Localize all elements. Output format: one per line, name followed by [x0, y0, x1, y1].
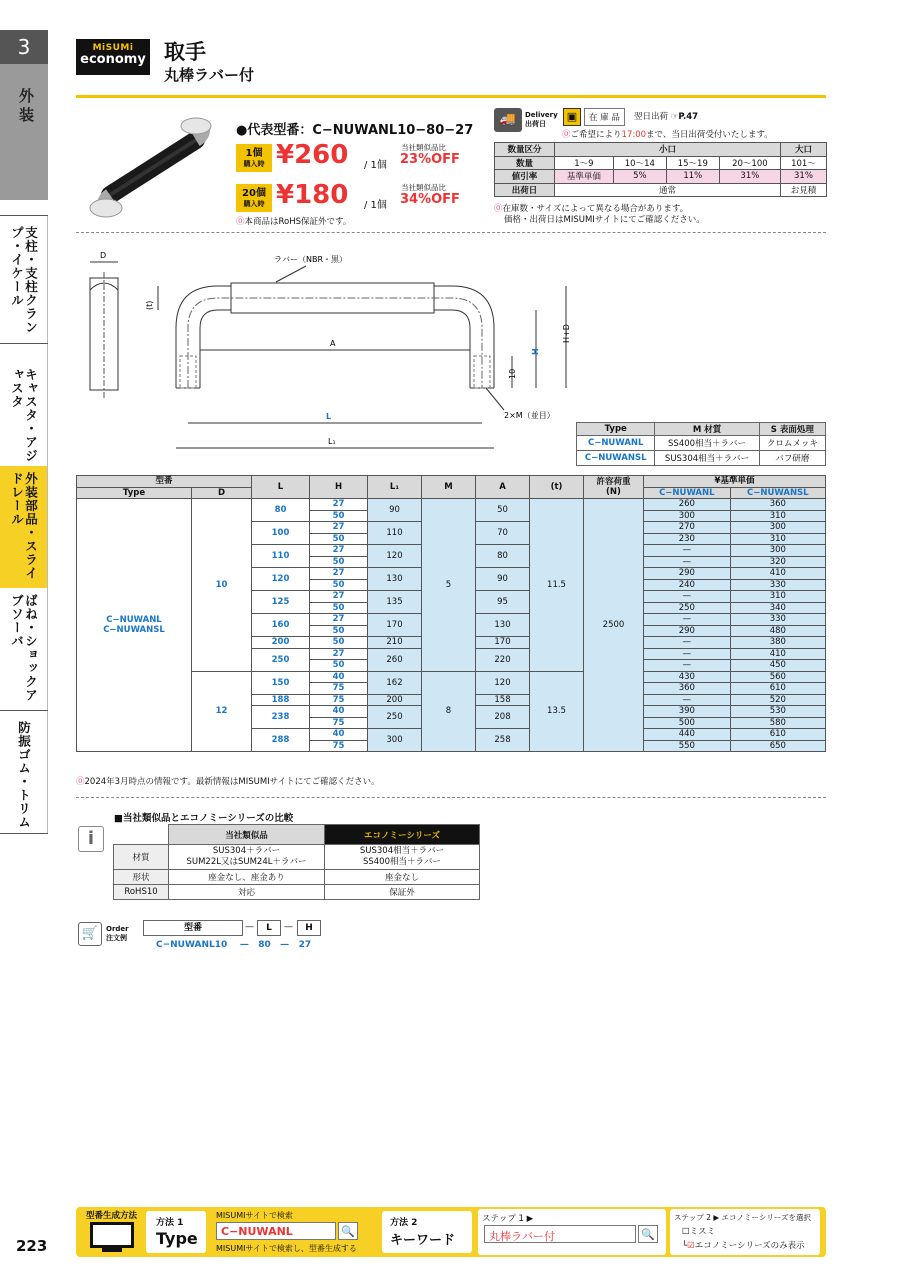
m1-hint: MISUMIサイトで検索: [216, 1211, 293, 1220]
logo-bottom: economy: [80, 52, 146, 67]
spec-price1-cell: 360: [644, 683, 731, 695]
qt-cell: お見積: [780, 183, 826, 197]
tier2-unit: / 1個: [364, 200, 387, 211]
foot1: 在庫数・サイズによって異なる場合があります。: [502, 204, 689, 214]
ct-h0: [114, 825, 169, 845]
tier2-off: 34%OFF: [400, 192, 460, 207]
spec-price2-cell: 450: [730, 660, 825, 672]
chapter-title: 外装: [17, 88, 35, 126]
spec-price2-cell: 650: [730, 740, 825, 752]
spec-h-cell: 75: [310, 694, 368, 706]
spec-price1-cell: 300: [644, 510, 731, 522]
spec-h-cell: 50: [310, 660, 368, 672]
spec-price2-cell: 310: [730, 533, 825, 545]
tier1-unit: / 1個: [364, 160, 387, 171]
spec-a-cell: 220: [476, 648, 530, 671]
order-label: [106, 925, 129, 943]
order-l-head: L: [257, 920, 281, 936]
next-day-text: 翌日出荷: [634, 112, 669, 122]
info-box-icon: i: [78, 826, 104, 852]
representative-model: ●代表型番：C−NUWANL10−80−27: [236, 123, 474, 138]
qt-cell: 5%: [613, 170, 666, 184]
spec-price1-cell: 250: [644, 602, 731, 614]
product-photo: [78, 110, 228, 220]
howto-label: 型番生成方法: [86, 1211, 138, 1221]
dim-a: A: [330, 339, 336, 348]
qt-cell: 10〜14: [613, 156, 666, 170]
spec-price2-cell: 320: [730, 556, 825, 568]
st-h-p1: C−NUWANL: [644, 487, 731, 499]
info-icon: ⓪: [76, 777, 85, 787]
opt2-checkbox[interactable]: [682, 1239, 805, 1251]
page-subtitle: 丸棒ラバー付: [164, 66, 255, 84]
spec-price1-cell: 270: [644, 522, 731, 534]
spec-l-cell: 160: [252, 614, 310, 637]
qt-ship-label: 出荷日: [495, 183, 555, 197]
spec-h-cell: 27: [310, 648, 368, 660]
spec-l1-cell: 260: [368, 648, 422, 671]
ct-cell: RoHS10: [114, 885, 169, 900]
spec-price2-cell: 330: [730, 614, 825, 626]
spec-m-cell: 8: [422, 671, 476, 752]
m2-label: 方法 2: [390, 1218, 418, 1228]
st-h-m: M: [422, 476, 476, 499]
st-h-l1: L₁: [368, 476, 422, 499]
st-h-load-text: 許容荷重: [596, 477, 631, 487]
opt2-label: エコノミーシリーズのみ表示: [694, 1241, 805, 1251]
spec-l-cell: 250: [252, 648, 310, 671]
dim-hd: H+D: [562, 324, 571, 343]
step1-box: [478, 1209, 666, 1255]
spec-t-cell: 11.5: [530, 499, 584, 672]
step2-label: ステップ 2 ▶ エコノミーシリーズを選択: [674, 1213, 812, 1222]
delivery-label: [525, 111, 558, 129]
qt-cell: 15〜19: [666, 156, 719, 170]
spec-price2-cell: 360: [730, 499, 825, 511]
spec-footnote: [76, 775, 380, 787]
spec-price1-cell: —: [644, 660, 731, 672]
qt-cell: 通常: [555, 183, 781, 197]
spec-a-cell: 90: [476, 568, 530, 591]
st-h-type: Type: [77, 487, 192, 499]
tier1-qty: 1個: [245, 148, 263, 159]
spec-h-cell: 50: [310, 556, 368, 568]
quantity-discount-table: [494, 142, 827, 197]
st-h-l: L: [252, 476, 310, 499]
ex-l: 80: [258, 940, 271, 950]
spec-l1-cell: 120: [368, 545, 422, 568]
st-h-p2: C−NUWANSL: [730, 487, 825, 499]
tier2-price: ¥180: [276, 180, 349, 210]
spec-type2: C−NUWANSL: [103, 625, 165, 635]
table-row: [77, 499, 826, 511]
ct-cell: 対応: [169, 885, 325, 900]
order-model-head: 型番: [143, 920, 243, 936]
spec-h-cell: 50: [310, 510, 368, 522]
tier1-off: 23%OFF: [400, 152, 460, 167]
info-icon: ⓪: [562, 130, 571, 140]
foot2: 価格・出荷日はMISUMIサイトにてご確認ください。: [504, 215, 705, 225]
spec-l-cell: 100: [252, 522, 310, 545]
m1-note: MISUMIサイトで検索し、型番生成する: [216, 1244, 357, 1253]
tree-branch-icon: └: [682, 1241, 688, 1251]
order-dash: —: [245, 922, 254, 932]
sidebar-item-pillar[interactable]: [0, 216, 48, 343]
spec-price1-cell: —: [644, 637, 731, 649]
spec-l1-cell: 90: [368, 499, 422, 522]
spec-price2-cell: 310: [730, 510, 825, 522]
spec-price2-cell: 310: [730, 591, 825, 603]
spec-h-cell: 40: [310, 706, 368, 718]
sidebar-item-caster[interactable]: [0, 344, 48, 466]
spec-h-cell: 40: [310, 671, 368, 683]
order-h-head: H: [297, 920, 321, 936]
dim-m: 2×M（並目）: [504, 411, 555, 420]
spec-h-cell: 27: [310, 545, 368, 557]
spec-l-cell: 238: [252, 706, 310, 729]
qt-cell: 31%: [780, 170, 826, 184]
mt-cell: SUS304相当＋ラバー: [655, 451, 759, 466]
sidebar-item-label: 防振ゴム・トリム: [16, 721, 32, 829]
st-h-a: A: [476, 476, 530, 499]
dim-h: H: [531, 348, 540, 355]
sidebar-item-spring[interactable]: [0, 588, 48, 710]
cart-icon: 🛒: [78, 922, 102, 946]
info-icon: ⓪: [236, 217, 245, 227]
stock-label: 在 庫 品: [584, 108, 625, 126]
spec-price1-cell: —: [644, 614, 731, 626]
spec-price1-cell: 230: [644, 533, 731, 545]
spec-price2-cell: 330: [730, 579, 825, 591]
spec-price1-cell: 550: [644, 740, 731, 752]
tier2-note: 購入時: [243, 200, 265, 208]
ex-model: C−NUWANL10: [156, 940, 228, 950]
spec-l1-cell: 210: [368, 637, 422, 649]
sidebar-item-label: キャスタ・アジャスタ: [9, 368, 39, 463]
spec-price1-cell: —: [644, 545, 731, 557]
monitor-stand: [102, 1248, 122, 1252]
delivery-label-en: Delivery: [525, 111, 558, 119]
mt-cell: SS400相当＋ラバー: [655, 436, 759, 451]
next-day-label: [634, 110, 698, 122]
qt-disc-label: 値引率: [495, 170, 555, 184]
opt1-checkbox[interactable]: [682, 1225, 715, 1237]
qt-cell: 基準単価: [555, 170, 614, 184]
spec-l1-cell: 200: [368, 694, 422, 706]
order-label-en: Order: [106, 925, 129, 933]
order-dash: —: [284, 922, 293, 932]
material-table: [576, 422, 826, 466]
ct-cell: 座金なし、座金あり: [169, 870, 325, 885]
spec-h-cell: 27: [310, 568, 368, 580]
spec-price2-cell: 340: [730, 602, 825, 614]
spec-price2-cell: 560: [730, 671, 825, 683]
qt-h0: 数量区分: [495, 143, 555, 157]
sidebar-item-rubber[interactable]: [0, 711, 48, 833]
spec-h-cell: 27: [310, 499, 368, 511]
spec-l1-cell: 300: [368, 729, 422, 752]
compare-table: [113, 824, 480, 900]
order-example: [156, 940, 311, 950]
mt-cell: クロムメッキ: [759, 436, 825, 451]
delivery-truck-icon: 🚚: [494, 108, 522, 132]
spec-l1-cell: 110: [368, 522, 422, 545]
spec-price2-cell: 410: [730, 648, 825, 660]
price-tier-1: [236, 140, 468, 174]
spec-d-cell: 12: [192, 671, 252, 752]
spec-price2-cell: 580: [730, 717, 825, 729]
sidebar-item-label: ばね・ショックアブソーバ: [9, 594, 39, 702]
spec-price1-cell: 390: [644, 706, 731, 718]
delivery-label-jp: 出荷日: [525, 120, 546, 128]
ct-cell: SUS304＋ラバー SUM22L又はSUM24L＋ラバー: [169, 845, 325, 870]
spec-price2-cell: 610: [730, 683, 825, 695]
ct-cell: 材質: [114, 845, 169, 870]
spec-l1-cell: 162: [368, 671, 422, 694]
spec-l1-cell: 130: [368, 568, 422, 591]
dimension-drawing: [76, 238, 576, 460]
m2-name: キーワード: [390, 1233, 456, 1248]
spec-l-cell: 288: [252, 729, 310, 752]
spec-a-cell: 120: [476, 671, 530, 694]
ct-cell: SUS304相当＋ラバー SS400相当＋ラバー: [325, 845, 480, 870]
st-h-price: ¥基準単価: [644, 476, 826, 488]
qt-qty-label: 数量: [495, 156, 555, 170]
spec-l-cell: 150: [252, 671, 310, 694]
spec-price2-cell: 410: [730, 568, 825, 580]
mt-h-type: Type: [577, 423, 655, 436]
spec-price2-cell: 380: [730, 637, 825, 649]
note-suffix: まで、当日出荷受付いたします。: [646, 130, 773, 140]
dim-d: D: [100, 251, 107, 260]
step1-search-icon[interactable]: 🔍: [638, 1225, 658, 1243]
spec-price1-cell: 240: [644, 579, 731, 591]
qt-cell: 20〜100: [719, 156, 780, 170]
info-icon: ⓪: [494, 204, 503, 214]
stock-box-icon: ▣: [563, 108, 581, 126]
ex-dash: —: [239, 940, 249, 950]
spec-h-cell: 50: [310, 602, 368, 614]
qt-h2: 大口: [780, 143, 826, 157]
spec-a-cell: 70: [476, 522, 530, 545]
spec-h-cell: 50: [310, 533, 368, 545]
mt-cell: バフ研磨: [759, 451, 825, 466]
qt-cell: 31%: [719, 170, 780, 184]
mt-h-surf: S 表面処理: [759, 423, 825, 436]
monitor-icon: [90, 1222, 134, 1248]
ex-dash: —: [280, 940, 290, 950]
spec-price1-cell: —: [644, 694, 731, 706]
page-number: 223: [16, 1237, 48, 1255]
qt-cell: 101〜: [780, 156, 826, 170]
qt-h1: 小口: [555, 143, 781, 157]
sidebar-item-label: 支柱・支柱クランプ・イケール: [9, 226, 39, 334]
spec-price2-cell: 530: [730, 706, 825, 718]
opt1-label: ミスミ: [689, 1227, 716, 1237]
st-h-t: (t): [530, 476, 584, 499]
header-rule: [76, 95, 826, 98]
mt-h-mat: M 材質: [655, 423, 759, 436]
spec-a-cell: 158: [476, 694, 530, 706]
spec-price2-cell: 610: [730, 729, 825, 741]
logo-top: MiSUMi: [92, 43, 134, 53]
ct-h1: 当社類似品: [169, 825, 325, 845]
chapter-number: 3: [0, 30, 48, 64]
spec-l-cell: 110: [252, 545, 310, 568]
rubber-label: ラバー（NBR・黒）: [274, 255, 348, 264]
checkbox-checked-icon: ☑: [687, 1241, 695, 1251]
st-h-load-unit: (N): [606, 487, 621, 497]
m1-search-icon[interactable]: 🔍: [338, 1222, 358, 1240]
dim-l: L: [326, 412, 332, 421]
page-title: 取手: [164, 40, 206, 64]
spec-l-cell: 80: [252, 499, 310, 522]
spec-price2-cell: 480: [730, 625, 825, 637]
spec-footnote-text: 2024年3月時点の情報です。最新情報はMISUMIサイトにてご確認ください。: [84, 777, 380, 787]
st-h-load: [584, 476, 644, 499]
spec-h-cell: 27: [310, 591, 368, 603]
spec-a-cell: 258: [476, 729, 530, 752]
step1-query: 丸棒ラバー付: [489, 1230, 555, 1243]
spec-h-cell: 75: [310, 740, 368, 752]
spec-a-cell: 170: [476, 637, 530, 649]
spec-table: [76, 475, 826, 752]
step1-label: ステップ 1 ▶: [482, 1214, 534, 1224]
spec-h-cell: 50: [310, 625, 368, 637]
spec-h-cell: 27: [310, 614, 368, 626]
dim-t: (t): [145, 300, 154, 310]
spec-type-cell: [77, 499, 192, 752]
tier2-compare: 当社類似品比: [401, 183, 446, 192]
tier1-price: ¥260: [276, 140, 349, 170]
spec-a-cell: 80: [476, 545, 530, 568]
spec-price1-cell: 430: [644, 671, 731, 683]
step2-box: [670, 1209, 820, 1255]
ct-cell: 座金なし: [325, 870, 480, 885]
spec-l1-cell: 250: [368, 706, 422, 729]
spec-price2-cell: 520: [730, 694, 825, 706]
tier2-qty: 20個: [242, 188, 266, 199]
dim-l1: L₁: [328, 437, 336, 446]
spec-type1: C−NUWANL: [106, 615, 162, 625]
spec-price1-cell: 260: [644, 499, 731, 511]
delivery-footnote: [494, 204, 705, 226]
spec-price1-cell: —: [644, 591, 731, 603]
checkbox-icon: ☐: [682, 1227, 690, 1237]
tier1-note: 購入時: [243, 160, 265, 168]
divider: [76, 232, 826, 233]
spec-price1-cell: 500: [644, 717, 731, 729]
compare-title: ■当社類似品とエコノミーシリーズの比較: [114, 813, 294, 824]
spec-h-cell: 75: [310, 683, 368, 695]
page-ref[interactable]: P.47: [678, 112, 699, 122]
m1-name: Type: [156, 1229, 198, 1248]
qt-cell: 1〜9: [555, 156, 614, 170]
spec-l1-cell: 135: [368, 591, 422, 614]
method2-box: [382, 1211, 472, 1253]
spec-a-cell: 208: [476, 706, 530, 729]
spec-price1-cell: 440: [644, 729, 731, 741]
spec-l-cell: 200: [252, 637, 310, 649]
divider: [76, 797, 826, 798]
mt-cell: C−NUWANL: [577, 436, 655, 451]
ex-h: 27: [298, 940, 312, 950]
order-label-jp: 注文例: [106, 934, 127, 942]
spec-h-cell: 50: [310, 579, 368, 591]
spec-a-cell: 130: [476, 614, 530, 637]
note-time: 17:00: [621, 130, 647, 140]
book-icon: ☞: [670, 112, 679, 122]
spec-h-cell: 40: [310, 729, 368, 741]
spec-l-cell: 125: [252, 591, 310, 614]
spec-l-cell: 188: [252, 694, 310, 706]
sidebar-item-label: 外装部品・スライドレール: [9, 472, 39, 580]
qt-cell: 11%: [666, 170, 719, 184]
spec-h-cell: 27: [310, 522, 368, 534]
spec-h-cell: 50: [310, 637, 368, 649]
ct-cell: 形状: [114, 870, 169, 885]
st-h-model: 型番: [77, 476, 252, 488]
price-tier-2: [236, 180, 468, 214]
st-h-h: H: [310, 476, 368, 499]
misumi-economy-logo: [76, 39, 150, 75]
spec-load-cell: 2500: [584, 499, 644, 752]
dim-10: 10: [508, 368, 517, 379]
spec-a-cell: 50: [476, 499, 530, 522]
spec-m-cell: 5: [422, 499, 476, 672]
tier1-compare: 当社類似品比: [401, 143, 446, 152]
method1-box: [146, 1211, 206, 1253]
spec-l-cell: 120: [252, 568, 310, 591]
spec-a-cell: 95: [476, 591, 530, 614]
spec-price1-cell: 290: [644, 625, 731, 637]
m1-search-input[interactable]: [216, 1222, 336, 1240]
note-prefix: ご希望により: [570, 130, 622, 140]
spec-l1-cell: 170: [368, 614, 422, 637]
m1-label: 方法 1: [156, 1218, 184, 1228]
ct-cell: 保証外: [325, 885, 480, 900]
chapter-tab[interactable]: [0, 30, 48, 200]
mt-cell: C−NUWANSL: [577, 451, 655, 466]
spec-price1-cell: 290: [644, 568, 731, 580]
howto-bar: [76, 1207, 826, 1257]
spec-price1-cell: —: [644, 648, 731, 660]
spec-d-cell: 10: [192, 499, 252, 672]
delivery-note: [562, 128, 773, 140]
rohs-note: [236, 215, 351, 227]
m1-query: C−NUWANL: [221, 1225, 293, 1238]
st-h-d: D: [192, 487, 252, 499]
ct-h2: エコノミーシリーズ: [325, 825, 480, 845]
sidebar-item-exterior[interactable]: [0, 466, 48, 588]
spec-price2-cell: 300: [730, 545, 825, 557]
step1-search-input[interactable]: [484, 1225, 636, 1243]
rohs-note-text: 本商品はRoHS保証外です。: [244, 217, 352, 227]
spec-price2-cell: 300: [730, 522, 825, 534]
spec-h-cell: 75: [310, 717, 368, 729]
spec-price1-cell: —: [644, 556, 731, 568]
spec-t-cell: 13.5: [530, 671, 584, 752]
